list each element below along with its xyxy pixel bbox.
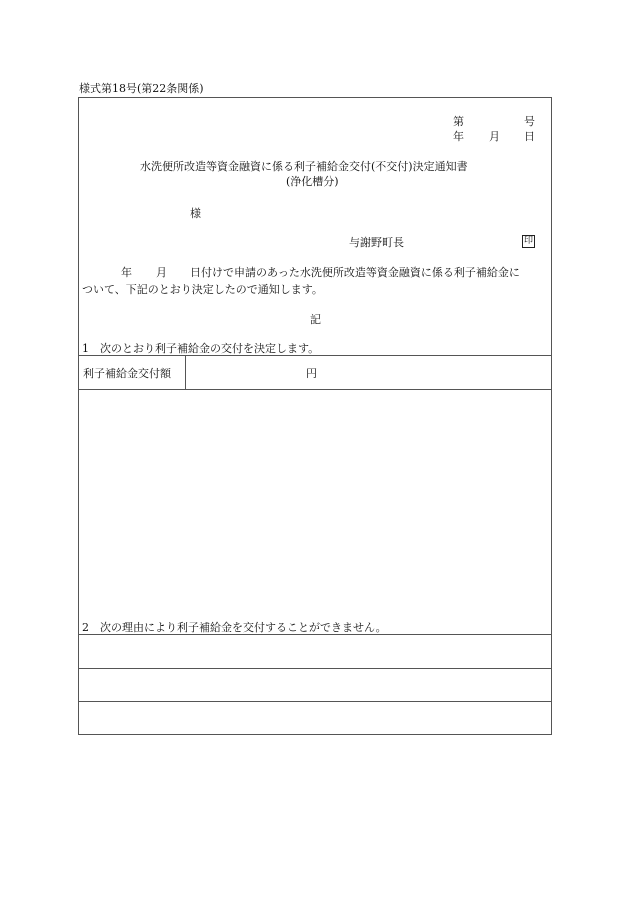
section2-heading: 2 次の理由により利子補給金を交付することができません。: [82, 621, 387, 634]
issuer-name: 与謝野町長: [349, 236, 404, 249]
document-subtitle: (浄化槽分): [286, 175, 339, 188]
ki-heading: 記: [310, 313, 321, 326]
body-text-line1: 日付けで申請のあった水洗便所改造等資金融資に係る利子補給金に: [190, 266, 520, 279]
amount-unit: 円: [306, 367, 317, 380]
reason-row-2-top: [78, 668, 552, 669]
body-text-line2: ついて、下記のとおり決定したので通知します。: [82, 283, 323, 296]
seal-mark: 印: [523, 236, 533, 246]
amount-divider: [185, 355, 186, 389]
body-year: 年: [121, 266, 132, 279]
date-year: 年: [453, 130, 464, 143]
amount-row-bottom: [78, 389, 552, 390]
form-frame: [78, 97, 552, 735]
reason-row-3-top: [78, 701, 552, 702]
body-month: 月: [156, 266, 167, 279]
amount-label: 利子補給金交付額: [83, 367, 171, 380]
document-title: 水洗便所改造等資金融資に係る利子補給金交付(不交付)決定通知書: [140, 160, 468, 173]
form-number: 様式第18号(第22条関係): [79, 82, 204, 95]
recipient-honorific: 様: [190, 207, 201, 220]
date-day: 日: [524, 130, 535, 143]
date-month: 月: [489, 130, 500, 143]
reason-row-1-top: [78, 634, 552, 635]
document-number-suffix: 号: [524, 115, 535, 128]
section1-table-top: [78, 355, 552, 356]
document-number-prefix: 第: [453, 115, 464, 128]
section1-heading: 1 次のとおり利子補給金の交付を決定します。: [82, 342, 320, 355]
